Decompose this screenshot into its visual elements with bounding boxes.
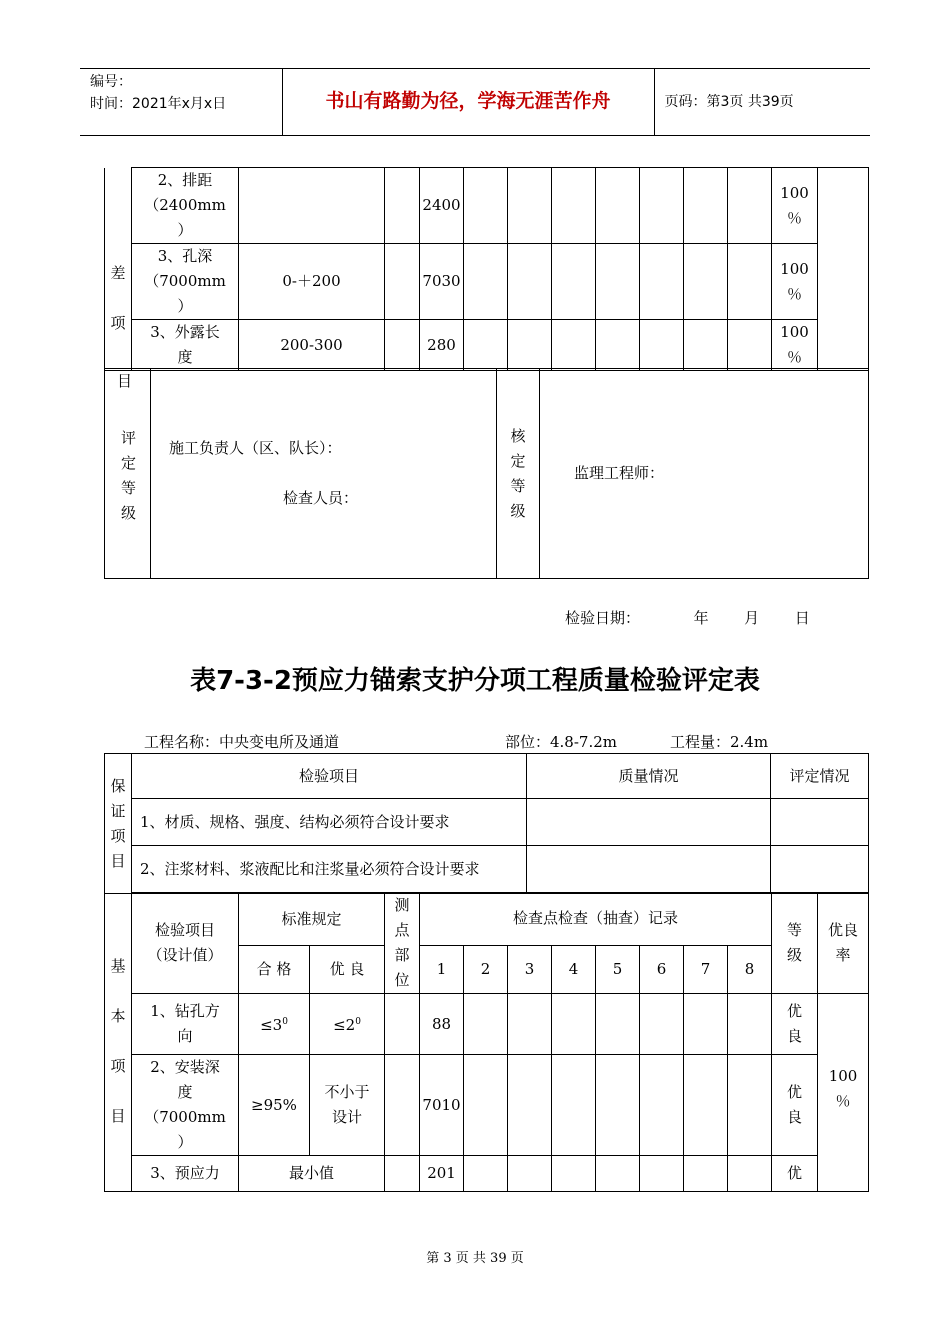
item-name: 度 bbox=[177, 1083, 193, 1101]
good-cell bbox=[310, 994, 385, 1055]
side-label: 本 bbox=[110, 1007, 126, 1026]
degree-sup: 0 bbox=[355, 1017, 361, 1027]
verify-label: 等 bbox=[510, 476, 526, 495]
item-name: ） bbox=[177, 221, 193, 239]
rate-unit: ％ bbox=[786, 208, 802, 227]
col-number: 8 bbox=[728, 945, 772, 993]
item-name: 度 bbox=[177, 348, 193, 366]
pass-cell bbox=[239, 994, 310, 1055]
side-label: 差 bbox=[110, 264, 126, 283]
item-name: ） bbox=[177, 1133, 193, 1151]
page-footer: 第 3 页 共 39 页 bbox=[426, 1251, 524, 1266]
item-name: 2、安装深 bbox=[150, 1058, 220, 1076]
standard-cell: 最小值 bbox=[239, 1156, 385, 1192]
rate-cell: 100 bbox=[828, 1067, 858, 1085]
col-number: 3 bbox=[508, 945, 552, 993]
construction-lead: 施工负责人（区、队长）： bbox=[169, 439, 342, 457]
col-header: 位 bbox=[394, 971, 410, 989]
col-header: 测 bbox=[394, 896, 410, 914]
page-label: 页码：第3页 共39页 bbox=[654, 69, 870, 136]
col-header: 级 bbox=[787, 946, 803, 964]
item-name: （2400mm bbox=[144, 196, 226, 214]
table-row bbox=[105, 994, 869, 1055]
good-value: 不小于 bbox=[324, 1083, 370, 1101]
col-header: 等 bbox=[787, 921, 803, 939]
grade-cell: 良 bbox=[787, 1027, 803, 1045]
grade-cell: 优 bbox=[772, 1156, 818, 1192]
guarantee-item: 1、材质、规格、强度、结构必须符合设计要求 bbox=[132, 799, 527, 846]
eval-label: 级 bbox=[121, 504, 137, 522]
verify-label: 核 bbox=[510, 426, 526, 445]
item-name: 1、钻孔方 bbox=[150, 1002, 220, 1020]
code-label: 编号： bbox=[90, 74, 132, 90]
value-cell: 2400 bbox=[420, 168, 464, 244]
side-label: 目 bbox=[110, 851, 126, 870]
value-cell: 201 bbox=[420, 1156, 464, 1192]
guarantee-table bbox=[104, 753, 869, 894]
col-number: 4 bbox=[552, 945, 596, 993]
col-header: 率 bbox=[835, 946, 851, 964]
table-row bbox=[105, 244, 869, 320]
date-month: 月 bbox=[744, 609, 760, 627]
side-label: 目 bbox=[110, 1107, 126, 1126]
col-number: 5 bbox=[596, 945, 640, 993]
project-quantity: 工程量：2.4m bbox=[670, 733, 769, 751]
supervisor: 监理工程师： bbox=[540, 369, 869, 579]
basic-table bbox=[104, 892, 869, 1192]
pass-cell: ≥95% bbox=[239, 1055, 310, 1156]
rate-unit: ％ bbox=[786, 284, 802, 303]
table-row bbox=[105, 1156, 869, 1192]
item-name: 向 bbox=[177, 1027, 193, 1045]
eval-label: 等 bbox=[121, 479, 137, 497]
rate-cell: 100 bbox=[780, 183, 809, 202]
side-label: 保 bbox=[110, 776, 126, 795]
side-label: 证 bbox=[110, 801, 126, 820]
eval-label: 评 bbox=[121, 429, 137, 447]
good-value: 设计 bbox=[332, 1108, 363, 1126]
table-row bbox=[105, 1055, 869, 1156]
date-year: 年 bbox=[693, 609, 709, 627]
item-name: 3、外露长 bbox=[150, 323, 220, 341]
item-name: 2、排距 bbox=[157, 171, 213, 189]
page-header bbox=[80, 68, 870, 136]
standard-cell: 200-300 bbox=[239, 320, 385, 371]
item-name: （7000mm bbox=[144, 1108, 226, 1126]
guarantee-item: 2、注浆材料、浆液配比和注浆量必须符合设计要求 bbox=[132, 846, 527, 894]
col-header: 合 格 bbox=[239, 945, 310, 993]
rate-cell: 100 bbox=[780, 259, 809, 278]
col-header: 质量情况 bbox=[527, 754, 771, 799]
rate-unit: ％ bbox=[786, 348, 802, 366]
standard-cell bbox=[239, 168, 385, 244]
motto: 书山有路勤为径，学海无涯苦作舟 bbox=[325, 89, 611, 112]
value-cell: 88 bbox=[420, 994, 464, 1055]
table-row bbox=[105, 799, 869, 846]
page-title: 表7-3-2预应力锚索支护分项工程质量检验评定表 bbox=[190, 666, 760, 696]
inspection-date bbox=[565, 607, 810, 629]
table-row bbox=[105, 168, 869, 244]
value-cell: 7030 bbox=[420, 244, 464, 320]
value-cell: 280 bbox=[420, 320, 464, 371]
grade-cell: 优 bbox=[787, 1083, 803, 1101]
col-number: 7 bbox=[684, 945, 728, 993]
side-label: 项 bbox=[110, 1057, 126, 1076]
col-header: 点 bbox=[394, 921, 410, 939]
degree-sup: 0 bbox=[282, 1017, 288, 1027]
standard-cell: 0-＋200 bbox=[239, 244, 385, 320]
col-header: 检验项目 bbox=[132, 754, 527, 799]
inspector: 检查人员： bbox=[283, 489, 359, 507]
top-table bbox=[104, 167, 869, 371]
col-number: 2 bbox=[464, 945, 508, 993]
table-row bbox=[105, 320, 869, 371]
col-header: 标准规定 bbox=[239, 893, 385, 946]
rate-unit: ％ bbox=[835, 1092, 851, 1110]
evaluation-table bbox=[104, 368, 869, 579]
col-header: 优良 bbox=[828, 921, 859, 939]
grade-cell: 良 bbox=[787, 1108, 803, 1126]
good-value: ≤2 bbox=[333, 1016, 356, 1034]
date-label: 检验日期： bbox=[565, 609, 641, 627]
col-header: 检查点检查（抽查）记录 bbox=[420, 893, 772, 946]
eval-label: 定 bbox=[121, 454, 137, 472]
grade-cell: 优 bbox=[787, 1002, 803, 1020]
item-name: 3、预应力 bbox=[132, 1156, 239, 1192]
verify-label: 级 bbox=[510, 501, 526, 520]
item-name: （7000mm bbox=[144, 272, 226, 290]
side-label: 项 bbox=[110, 314, 126, 333]
col-header: 优 良 bbox=[310, 945, 385, 993]
col-number: 6 bbox=[640, 945, 684, 993]
col-header: （设计值） bbox=[147, 946, 223, 964]
col-header: 检验项目 bbox=[154, 921, 215, 939]
rate-cell: 100 bbox=[780, 323, 809, 341]
header-left bbox=[80, 69, 282, 136]
value-cell: 7010 bbox=[420, 1055, 464, 1156]
item-name: ） bbox=[177, 297, 193, 315]
col-header: 评定情况 bbox=[771, 754, 869, 799]
side-label: 基 bbox=[110, 957, 126, 976]
side-label: 项 bbox=[110, 826, 126, 845]
col-number: 1 bbox=[420, 945, 464, 993]
table-row bbox=[105, 846, 869, 894]
time-label: 时间：2021年x月x日 bbox=[90, 96, 227, 112]
date-day: 日 bbox=[794, 609, 810, 627]
verify-label: 定 bbox=[510, 451, 526, 470]
pass-value: ≤3 bbox=[260, 1016, 283, 1034]
col-header: 部 bbox=[394, 946, 410, 964]
eval-label: 目 bbox=[117, 372, 133, 390]
item-name: 3、孔深 bbox=[157, 247, 213, 265]
project-location: 部位：4.8-7.2m bbox=[505, 733, 618, 751]
project-name: 工程名称：中央变电所及通道 bbox=[144, 733, 340, 751]
